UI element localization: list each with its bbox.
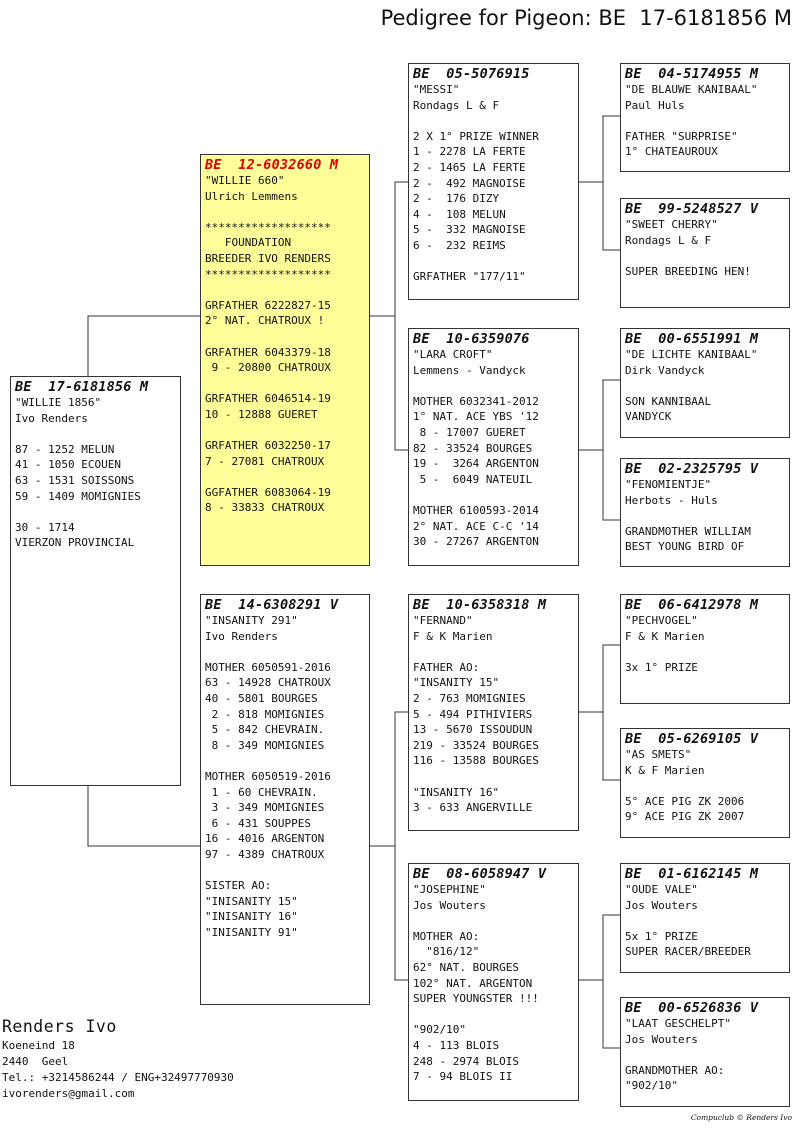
detail-line	[625, 1047, 785, 1063]
detail-line: Rondags L & F	[413, 98, 500, 112]
detail-line: 1 - 2278 LA FERTE	[413, 145, 526, 159]
ring-number: BE 02-2325795 V	[625, 461, 759, 477]
detail-line: SISTER AO:	[205, 879, 272, 893]
detail-line: 5 - 332 MAGNOISE	[413, 223, 526, 237]
detail-line: 2 - 763 MOMIGNIES	[413, 691, 526, 705]
detail-line: 9° ACE PIG ZK 2007	[625, 810, 745, 824]
detail-line	[413, 1007, 574, 1023]
pigeon-details	[413, 882, 574, 1085]
detail-line: FATHER AO:	[413, 660, 480, 674]
detail-line: "MESSI"	[413, 83, 460, 96]
detail-line: Ivo Renders	[15, 411, 88, 425]
connector-father-grandparents	[369, 182, 408, 316]
detail-line: Jos Wouters	[625, 1032, 698, 1046]
detail-line: GRANDMOTHER WILLIAM	[625, 524, 751, 538]
detail-line: Rondags L & F	[625, 233, 712, 247]
pigeon-details	[625, 217, 785, 279]
detail-line: GGFATHER 6083064-19	[205, 485, 331, 499]
detail-line	[205, 423, 365, 439]
detail-line: GRFATHER 6222827-15	[205, 298, 331, 312]
detail-line: 8 - 17007 GUERET	[413, 425, 526, 439]
detail-line: 3 - 633 ANGERVILLE	[413, 801, 533, 815]
pedigree-box-mother-father	[408, 594, 579, 831]
detail-line: 97 - 4389 CHATROUX	[205, 847, 325, 861]
detail-line: "JOSEPHINE"	[413, 883, 486, 896]
ring-number: BE 00-6526836 V	[625, 1000, 759, 1016]
pedigree-box-father-father	[408, 63, 579, 300]
detail-line	[205, 329, 365, 345]
connector-father-grandmother	[395, 316, 408, 450]
owner-street: Koeneind 18	[2, 1039, 75, 1052]
ring-number: BE 14-6308291 V	[205, 597, 339, 613]
pigeon-details	[625, 1016, 785, 1094]
detail-line: 7 - 27081 CHATROUX	[205, 454, 325, 468]
detail-line: FATHER "SURPRISE"	[625, 129, 738, 143]
detail-line: "DE BLAUWE KANIBAAL"	[625, 83, 758, 96]
detail-line: 1 - 60 CHEVRAIN.	[205, 785, 318, 799]
detail-line: 1° NAT. ACE YBS '12	[413, 410, 539, 424]
detail-line: "INSANITY 291"	[205, 614, 298, 627]
owner-email: ivorenders@gmail.com	[2, 1087, 135, 1100]
pedigree-box-father-mother	[408, 328, 579, 566]
detail-line: 5x 1° PRIZE	[625, 929, 698, 943]
pigeon-details	[205, 613, 365, 940]
detail-line: "INSANITY 15"	[413, 676, 500, 690]
pigeon-details	[625, 747, 785, 825]
detail-line: "FERNAND"	[413, 614, 473, 627]
owner-phone: Tel.: +3214586244 / ENG+32497770930	[2, 1071, 234, 1084]
connector-subject-father	[88, 316, 200, 376]
page-title: Pedigree for Pigeon: BE 17-6181856 M	[380, 6, 792, 30]
detail-line: "INISANITY 16"	[205, 910, 298, 924]
ring-number: BE 10-6359076	[413, 331, 530, 347]
ring-number: BE 01-6162145 M	[625, 866, 759, 882]
detail-line: MOTHER 6032341-2012	[413, 394, 539, 408]
detail-line: GRFATHER 6046514-19	[205, 392, 331, 406]
detail-line	[205, 753, 365, 769]
pigeon-details	[625, 347, 785, 425]
owner-name: Renders Ivo	[2, 1017, 117, 1036]
detail-line	[413, 113, 574, 129]
detail-line: 5 - 494 PITHIVIERS	[413, 707, 533, 721]
detail-line: 3 - 349 MOMIGNIES	[205, 801, 325, 815]
detail-line: 8 - 349 MOMIGNIES	[205, 738, 325, 752]
detail-line: 4 - 113 BLOIS	[413, 1038, 500, 1052]
detail-line: 41 - 1050 ECOUEN	[15, 458, 121, 472]
connector-ff	[578, 116, 620, 182]
detail-line: Ivo Renders	[205, 629, 278, 643]
pedigree-box-subject	[10, 376, 181, 786]
detail-line: 16 - 4016 ARGENTON	[205, 832, 325, 846]
ring-number: BE 17-6181856 M	[15, 379, 149, 395]
detail-line: 40 - 5801 BOURGES	[205, 691, 318, 705]
detail-line: *******************	[205, 220, 331, 234]
detail-line: VANDYCK	[625, 410, 672, 424]
detail-line: 87 - 1252 MELUN	[15, 442, 115, 456]
detail-line: 4 - 108 MELUN	[413, 207, 506, 221]
detail-line: 1° CHATEAUROUX	[625, 145, 718, 159]
detail-line: "LAAT GESCHELPT"	[625, 1017, 731, 1030]
pedigree-box-mother	[200, 594, 370, 1005]
detail-line: Jos Wouters	[413, 898, 486, 912]
detail-line: 2 - 492 MAGNOISE	[413, 176, 526, 190]
detail-line	[625, 644, 785, 660]
connector-mf	[578, 645, 620, 712]
ring-number: BE 04-5174955 M	[625, 66, 759, 82]
detail-line: "INISANITY 91"	[205, 925, 298, 939]
detail-line: 19 - 3264 ARGENTON	[413, 457, 539, 471]
detail-line: 5° ACE PIG ZK 2006	[625, 794, 745, 808]
owner-city: 2440 Geel	[2, 1055, 69, 1068]
detail-line	[625, 508, 785, 524]
detail-line: 30 - 27267 ARGENTON	[413, 535, 539, 549]
detail-line	[205, 644, 365, 660]
detail-line: 8 - 33833 CHATROUX	[205, 501, 325, 515]
detail-line: VIERZON PROVINCIAL	[15, 536, 135, 550]
detail-line: "DE LICHTE KANIBAAL"	[625, 348, 758, 361]
connector-mm-2	[603, 980, 620, 1048]
detail-line: GRFATHER 6032250-17	[205, 439, 331, 453]
detail-line: GRFATHER "177/11"	[413, 270, 526, 284]
detail-line: 63 - 14928 CHATROUX	[205, 676, 331, 690]
detail-line: 2 - 1465 LA FERTE	[413, 160, 526, 174]
detail-line: 2 - 176 DIZY	[413, 192, 500, 206]
pedigree-box-mmm	[620, 997, 790, 1107]
detail-line	[625, 913, 785, 929]
detail-line: MOTHER 6050591-2016	[205, 660, 331, 674]
detail-line: "LARA CROFT"	[413, 348, 493, 361]
detail-line: F & K Marien	[413, 629, 493, 643]
detail-line: Paul Huls	[625, 98, 685, 112]
detail-line	[413, 487, 574, 503]
detail-line	[413, 254, 574, 270]
pigeon-details	[15, 395, 176, 551]
detail-line: MOTHER 6050519-2016	[205, 769, 331, 783]
detail-line: 2° NAT. ACE C-C '14	[413, 519, 539, 533]
pedigree-box-father	[200, 154, 370, 566]
detail-line	[15, 504, 176, 520]
pigeon-details	[413, 82, 574, 285]
detail-line: 13 - 5670 ISSOUDUN	[413, 723, 533, 737]
detail-line: 6 - 232 REIMS	[413, 238, 506, 252]
detail-line: "SWEET CHERRY"	[625, 218, 718, 231]
detail-line: 2 - 818 MOMIGNIES	[205, 707, 325, 721]
detail-line: Herbots - Huls	[625, 493, 718, 507]
detail-line: SUPER BREEDING HEN!	[625, 264, 751, 278]
detail-line: 9 - 20800 CHATROUX	[205, 361, 331, 375]
pigeon-details	[413, 347, 574, 550]
detail-line: 3x 1° PRIZE	[625, 660, 698, 674]
detail-line: "INSANITY 16"	[413, 785, 500, 799]
ring-number: BE 08-6058947 V	[413, 866, 547, 882]
connector-mother-grandfather	[369, 712, 408, 846]
detail-line: 116 - 13588 BOURGES	[413, 754, 539, 768]
detail-line: Jos Wouters	[625, 898, 698, 912]
connector-subject-mother	[88, 786, 200, 846]
detail-line: MOTHER AO:	[413, 929, 480, 943]
detail-line: 102° NAT. ARGENTON	[413, 976, 533, 990]
detail-line: 7 - 94 BLOIS II	[413, 1070, 513, 1084]
pigeon-details	[625, 882, 785, 960]
detail-line	[413, 913, 574, 929]
detail-line: BEST YOUNG BIRD OF	[625, 540, 745, 554]
detail-line	[413, 378, 574, 394]
detail-line: GRFATHER 6043379-18	[205, 345, 331, 359]
detail-line	[205, 863, 365, 879]
connector-ff-2	[603, 182, 620, 250]
detail-line: "OUDE VALE"	[625, 883, 698, 896]
ring-number: BE 06-6412978 M	[625, 597, 759, 613]
detail-line: "INISANITY 15"	[205, 894, 298, 908]
detail-line: "902/10"	[625, 1079, 678, 1093]
pedigree-box-ffm	[620, 198, 790, 308]
detail-line	[205, 469, 365, 485]
pigeon-details	[625, 82, 785, 160]
detail-line	[205, 376, 365, 392]
pigeon-details	[413, 613, 574, 816]
detail-line: SUPER RACER/BREEDER	[625, 945, 751, 959]
detail-line	[413, 769, 574, 785]
pedigree-box-mff	[620, 594, 790, 704]
connector-fm	[578, 380, 620, 450]
ring-number: BE 05-5076915	[413, 66, 530, 82]
detail-line: "WILLIE 660"	[205, 174, 285, 187]
detail-line: "FENOMIENTJE"	[625, 478, 712, 491]
detail-line: 6 - 431 SOUPPES	[205, 816, 311, 830]
detail-line	[625, 778, 785, 794]
pigeon-details	[625, 477, 785, 555]
detail-line	[413, 644, 574, 660]
detail-line	[625, 248, 785, 264]
detail-line: "902/10"	[413, 1023, 466, 1037]
detail-line: 2 X 1° PRIZE WINNER	[413, 129, 539, 143]
detail-line: K & F Marien	[625, 763, 705, 777]
detail-line: "816/12"	[413, 945, 480, 959]
detail-line: "WILLIE 1856"	[15, 396, 102, 409]
detail-line: FOUNDATION	[205, 236, 292, 250]
detail-line: 248 - 2974 BLOIS	[413, 1054, 519, 1068]
detail-line: "PECHVOGEL"	[625, 614, 698, 627]
ring-number: BE 05-6269105 V	[625, 731, 759, 747]
connector-mm	[578, 915, 620, 980]
connector-fm-2	[603, 450, 620, 520]
detail-line: BREEDER IVO RENDERS	[205, 251, 331, 265]
detail-line	[625, 378, 785, 394]
detail-line: *******************	[205, 267, 331, 281]
pigeon-details	[625, 613, 785, 675]
detail-line: 30 - 1714	[15, 520, 75, 534]
detail-line: SON KANNIBAAL	[625, 394, 712, 408]
detail-line	[15, 426, 176, 442]
pedigree-box-fmf	[620, 328, 790, 438]
ring-number: BE 10-6358318 M	[413, 597, 547, 613]
detail-line: 62° NAT. BOURGES	[413, 960, 519, 974]
detail-line: Lemmens - Vandyck	[413, 363, 526, 377]
detail-line	[625, 113, 785, 129]
owner-address	[2, 1016, 234, 1102]
detail-line: 5 - 842 CHEVRAIN.	[205, 723, 325, 737]
pedigree-box-mfm	[620, 728, 790, 838]
detail-line	[205, 204, 365, 220]
ring-number: BE 99-5248527 V	[625, 201, 759, 217]
detail-line: GRANDMOTHER AO:	[625, 1063, 725, 1077]
detail-line: "AS SMETS"	[625, 748, 692, 761]
detail-line: 10 - 12888 GUERET	[205, 407, 318, 421]
detail-line: 82 - 33524 BOURGES	[413, 441, 533, 455]
detail-line: 63 - 1531 SOISSONS	[15, 473, 135, 487]
detail-line: SUPER YOUNGSTER !!!	[413, 992, 539, 1006]
detail-line: 59 - 1409 MOMIGNIES	[15, 489, 141, 503]
detail-line: F & K Marien	[625, 629, 705, 643]
detail-line: 2° NAT. CHATROUX !	[205, 314, 325, 328]
detail-line	[205, 282, 365, 298]
ring-number: BE 12-6032660 M	[205, 157, 339, 173]
connector-mf-2	[603, 712, 620, 780]
footer-credit: Compuclub © Renders Ivo	[690, 1113, 792, 1122]
pedigree-box-fff	[620, 63, 790, 172]
detail-line: Dirk Vandyck	[625, 363, 705, 377]
ring-number: BE 00-6551991 M	[625, 331, 759, 347]
pigeon-details	[205, 173, 365, 516]
detail-line: Ulrich Lemmens	[205, 189, 298, 203]
pedigree-box-fmm	[620, 458, 790, 567]
detail-line: MOTHER 6100593-2014	[413, 503, 539, 517]
pedigree-box-mother-mother	[408, 863, 579, 1101]
detail-line: 219 - 33524 BOURGES	[413, 738, 539, 752]
detail-line: 5 - 6049 NATEUIL	[413, 472, 533, 486]
pedigree-box-mmf	[620, 863, 790, 973]
connector-mother-grandmother	[395, 846, 408, 980]
